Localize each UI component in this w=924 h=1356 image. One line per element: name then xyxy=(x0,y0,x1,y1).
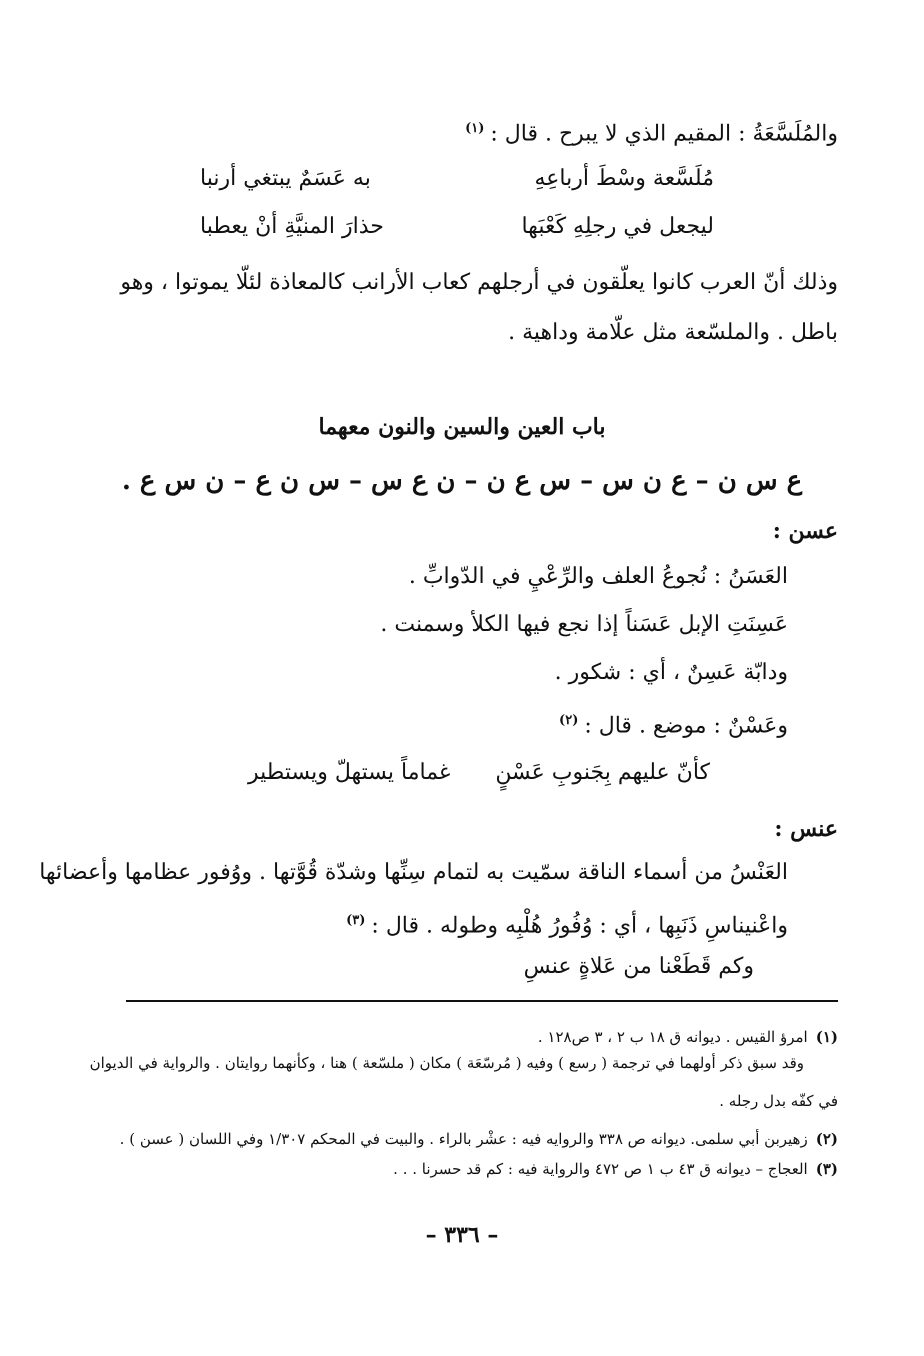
footnote-divider xyxy=(126,1000,838,1002)
footnote xyxy=(119,1126,838,1152)
footnote xyxy=(89,1050,804,1076)
footnote-text: في كفّه بدل رجله . xyxy=(719,1092,838,1110)
footnote-number: (٢) xyxy=(815,1130,838,1148)
verse-line xyxy=(248,756,710,790)
footnote xyxy=(126,1024,838,1050)
footnote-text: زهيربن أبي سلمى. ديوانه ص ٣٣٨ والروايه فيه : عشْر بالراء . والبيت في المحكم ١/٣٠٧ وفي اللسان ( عسن ) . xyxy=(119,1130,808,1148)
footnote-text: امرؤ القيس . ديوانه ق ١٨ ب ٢ ، ٣ ص١٢٨ . xyxy=(537,1028,808,1046)
verse-line xyxy=(200,210,714,244)
footnote xyxy=(126,1088,838,1114)
hemistich-right: مُلَسَّعة وسْطَ أرباعِهِ xyxy=(534,166,714,191)
text-line xyxy=(130,704,788,743)
text-line: وذلك أنّ العرب كانوا يعلّقون في أرجلهم كعاب الأرانب كالمعاذة لئلّا يموتوا ، وهو xyxy=(120,270,838,295)
hemistich-right: كأنّ عليهم بِجَنوبِ عَسْنٍ xyxy=(495,760,710,785)
hemistich-left: به عَسَمٌ يبتغي أرنبا xyxy=(200,166,371,191)
chapter-title: باب العين والسين والنون معهما xyxy=(318,414,606,440)
page-number: – ٣٣٦ – xyxy=(425,1222,499,1248)
line-text: والمُلَسَّعَةُ : المقيم الذي لا يبرح . قال : xyxy=(490,121,838,147)
text-line: باطل . والملسّعة مثل علّامة وداهية . xyxy=(508,320,838,345)
line-text: وعَسْنٌ : موضع . قال : xyxy=(584,713,788,739)
footnote-ref: (١) xyxy=(465,121,485,136)
footnote xyxy=(126,1156,838,1182)
text-line xyxy=(130,904,788,943)
verse-line xyxy=(200,162,714,196)
verse-line: وكم قَطَعْنا من عَلاةٍ عنسِ xyxy=(523,954,754,979)
footnote-number: (٣) xyxy=(815,1160,838,1178)
footnote-text: العجاج – ديوانه ق ٤٣ ب ١ ص ٤٧٢ والرواية فيه : كم قد حسرنا . . . xyxy=(393,1160,808,1178)
entry-head: عسن : xyxy=(772,518,838,544)
text-line: العَسَنُ : نُجوعُ العلف والرِّعْيِ في الدّوابِّ . xyxy=(408,564,788,589)
footnote-ref: (٣) xyxy=(346,913,366,928)
text-line: عَسِنَتِ الإبل عَسَناً إذا نجع فيها الكلأ وسمنت . xyxy=(380,612,788,637)
text-line xyxy=(130,112,838,151)
text-line: العَنْسُ من أسماء الناقة سمّيت به لتمام سِنِّها وشدّة قُوَّتها . ووُفور عظامها وأعضائها xyxy=(39,860,788,885)
footnote-ref: (٢) xyxy=(559,713,579,728)
text-line: ودابّة عَسِنٌ ، أي : شكور . xyxy=(554,660,788,685)
hemistich-left: غماماً يستهلّ ويستطير xyxy=(248,760,451,785)
entry-head: عنس : xyxy=(774,816,838,842)
letter-permutations: ع س ن – ع ن س – س ع ن – ن ع س – س ن ع – ن س ع . xyxy=(121,466,803,496)
hemistich-left: حذارَ المنيَّةِ أنْ يعطبا xyxy=(200,214,384,239)
footnote-number: (١) xyxy=(815,1028,838,1046)
hemistich-right: ليجعل في رجلِهِ كَعْبَها xyxy=(521,214,714,239)
footnote-text: وقد سبق ذكر أولهما في ترجمة ( رسع ) وفيه ( مُرسّعَة ) مكان ( ملسّعة ) هنا ، وكأنهما روايتان . والرواية في الديوان xyxy=(89,1054,804,1072)
line-text: واعْنيناسِ ذَنَبِها ، أي : وُفُورُ هُلْبِه وطوله . قال : xyxy=(371,913,788,939)
